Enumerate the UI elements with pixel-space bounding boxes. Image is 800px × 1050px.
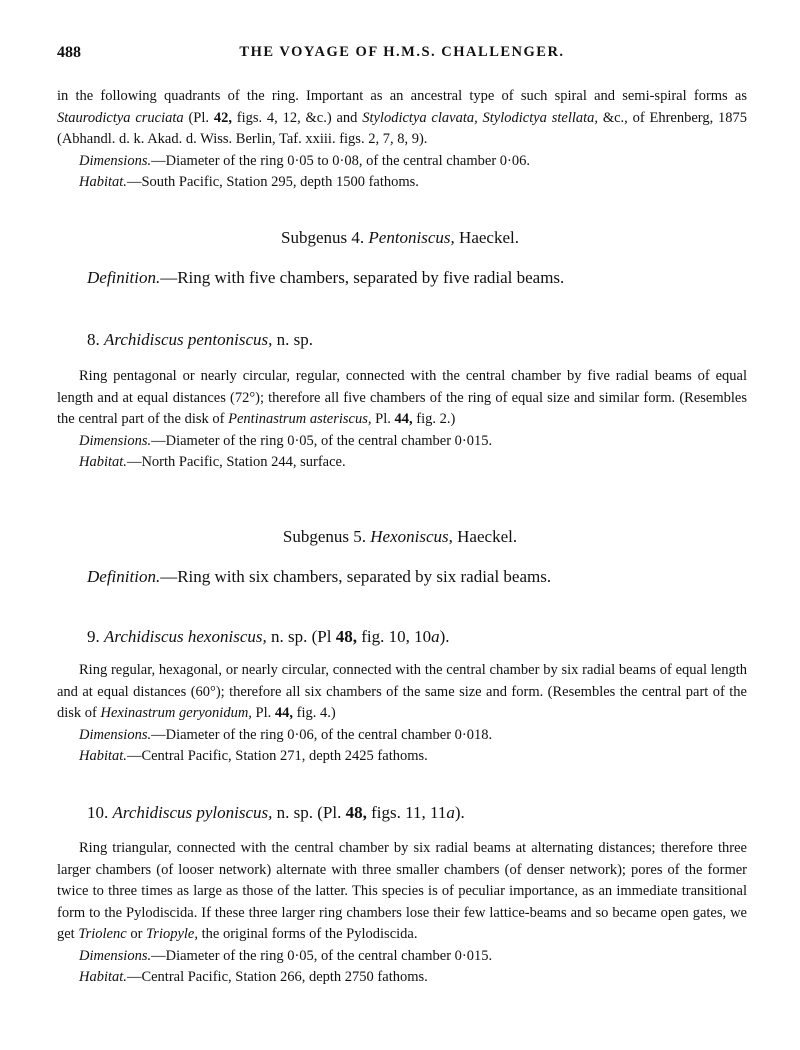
definition-line: Definition.—Ring with five chambers, separated by five radial beams.: [87, 268, 565, 287]
taxon-name: Triopyle,: [146, 926, 198, 942]
definition-label: Definition.: [87, 268, 161, 287]
habitat-line: Habitat.—Central Pacific, Station 266, depth 2750 fathoms.: [79, 969, 428, 985]
dimensions-line: Dimensions.—Diameter of the ring 0·06, of the central chamber 0·018.: [79, 726, 493, 743]
species-name: Archidiscus pyloniscus,: [112, 803, 273, 822]
plate-number: 48,: [345, 803, 367, 822]
taxon-name: Staurodictya cruciata: [57, 109, 184, 126]
species-name: Archidiscus pentoniscus,: [104, 330, 273, 349]
species-description: [57, 366, 747, 474]
subgenus-heading: Subgenus 4. Pentoniscus, Haeckel.: [281, 228, 519, 247]
description-paragraph: Ring regular, hexagonal, or nearly circular, connected with the central chamber by six radial beams of equal length and at equal distances (60°); therefore all six chambers of the same size and form. (Resembles the central part of the disk of Hexinastrum geryonidum, Pl. 44, fig. 4.): [57, 662, 747, 721]
page-header: [57, 44, 747, 68]
dimensions-label: Dimensions.: [79, 152, 152, 169]
description-paragraph: Ring pentagonal or nearly circular, regular, connected with the central chamber by five radial beams of equal length and at equal distances (72°); therefore all five chambers of the ring of equal size and similar form. (Resembles the central part of the disk of Pentinastrum asteriscus, Pl. 44, fig. 2.): [57, 368, 747, 427]
species-heading: 9. Archidiscus hexoniscus, n. sp. (Pl 48, fig. 10, 10a).: [87, 627, 450, 646]
taxon-name: Stylodictya clavata, Stylodictya stellata,: [362, 109, 599, 126]
species-heading: 8. Archidiscus pentoniscus, n. sp.: [87, 330, 314, 349]
dimensions-line: Dimensions.—Diameter of the ring 0·05 to 0·08, of the central chamber 0·06.: [79, 152, 530, 169]
dimensions-line: Dimensions.—Diameter of the ring 0·05, of the central chamber 0·015.: [79, 947, 493, 964]
definition-line: Definition.—Ring with six chambers, separated by six radial beams.: [87, 567, 552, 586]
dimensions-line: Dimensions.—Diameter of the ring 0·05, of the central chamber 0·015.: [79, 432, 493, 449]
species-description: [57, 838, 747, 989]
subgenus-heading: Subgenus 5. Hexoniscus, Haeckel.: [282, 527, 518, 546]
dimensions-label: Dimensions.: [79, 432, 152, 449]
habitat-line: Habitat.—South Pacific, Station 295, depth 1500 fathoms.: [79, 174, 419, 190]
habitat-line: Habitat.—Central Pacific, Station 271, depth 2425 fathoms.: [79, 748, 428, 764]
species-description: [57, 660, 747, 768]
habitat-label: Habitat.: [79, 174, 127, 190]
species-heading: 10. Archidiscus pyloniscus, n. sp. (Pl. 48, figs. 11, 11a).: [87, 803, 465, 822]
plate-number: 44,: [394, 411, 413, 427]
habitat-line: Habitat.—North Pacific, Station 244, surface.: [79, 454, 346, 470]
dimensions-label: Dimensions.: [79, 947, 152, 964]
taxon-name: Triolenc: [78, 926, 127, 942]
running-title: THE VOYAGE OF H.M.S. CHALLENGER.: [239, 44, 565, 60]
definition-label: Definition.: [87, 567, 161, 586]
continuation-paragraph: in the following quadrants of the ring. Important as an ancestral type of such spiral and semi-spiral forms as Staurodictya cruciata (Pl. 42, figs. 4, 12, &c.) and Stylodictya clavata, Stylodictya stellata, &c., of Ehrenberg, 1875 (Abhandl. d. k. Akad. d. Wiss. Berlin, Taf. xxiii. figs. 2, 7, 8, 9).: [57, 88, 748, 147]
taxon-name: Pentinastrum asteriscus,: [228, 411, 372, 427]
subgenus-name: Hexoniscus,: [370, 527, 453, 546]
species-name: Archidiscus hexoniscus,: [104, 627, 267, 646]
continuation-block: [57, 86, 747, 194]
taxon-name: Hexinastrum geryonidum,: [100, 705, 252, 721]
subgenus-name: Pentoniscus,: [368, 228, 455, 247]
page-number: 488: [57, 44, 81, 61]
dimensions-label: Dimensions.: [79, 726, 152, 743]
habitat-label: Habitat.: [79, 969, 127, 985]
description-paragraph: Ring triangular, connected with the central chamber by six radial beams at alternating distances; therefore three larger chambers (of looser network) alternate with three smaller chambers (of denser network); pores of the former twice to three times as large as those of the latter. This species is of peculiar importance, as an immediate transitional form to the Pylodiscida. If these three larger ring chambers lose their few lattice-beams and so became open gates, we get Triolenc or Triopyle, the original forms of the Pylodiscida.: [57, 840, 747, 942]
habitat-label: Habitat.: [79, 454, 127, 470]
plate-number: 48,: [335, 627, 357, 646]
plate-number: 42,: [213, 109, 232, 126]
plate-number: 44,: [274, 705, 294, 721]
habitat-label: Habitat.: [79, 748, 127, 764]
